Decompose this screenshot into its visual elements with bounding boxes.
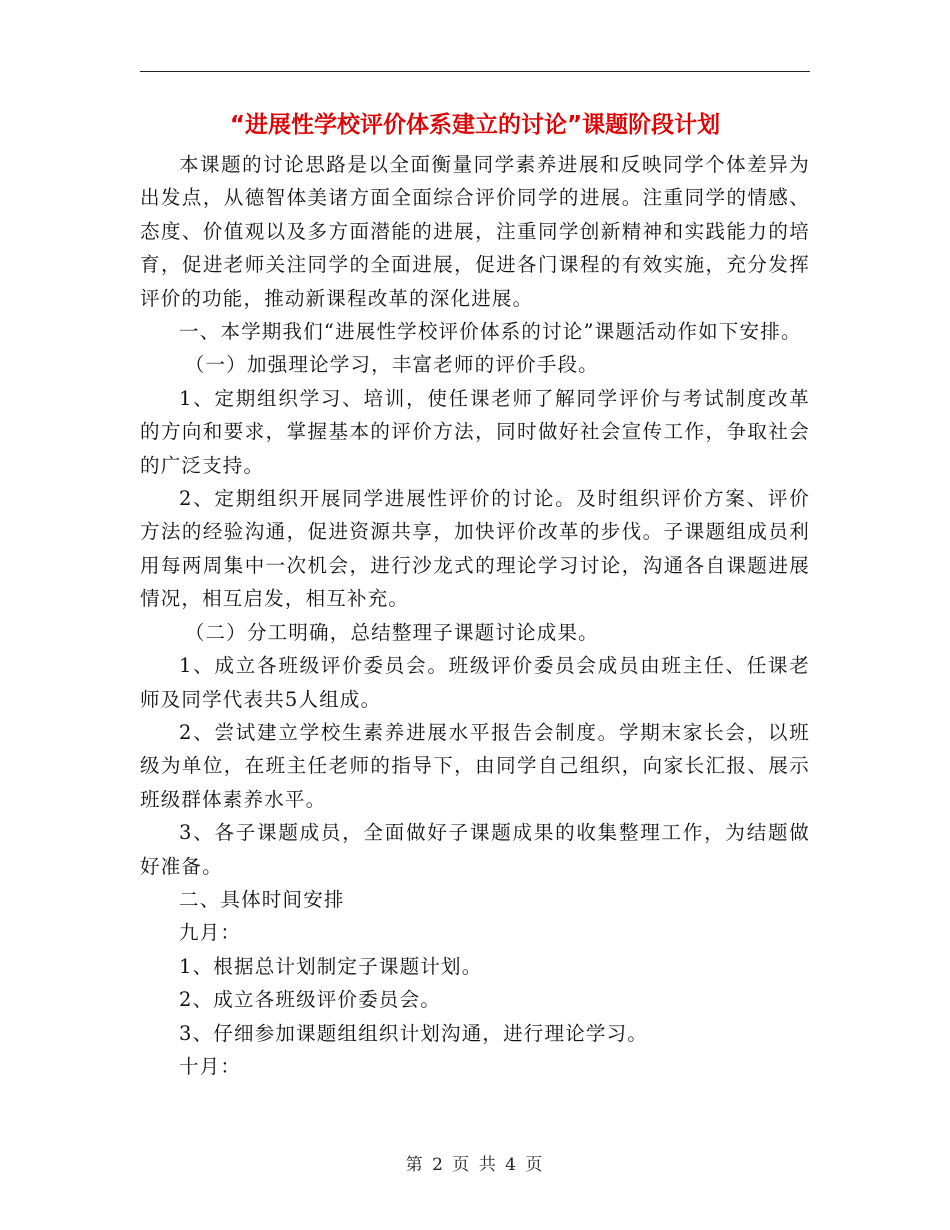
paragraph-item-1-1: 1、定期组织学习、培训，使任课老师了解同学评价与考试制度改革的方向和要求，掌握基本的评价方法，同时做好社会宣传工作，争取社会的广泛支持。: [140, 386, 810, 477]
paragraph-section-2: 二、具体时间安排: [179, 887, 345, 911]
paragraph-september-item-3: 3、仔细参加课题组组织计划沟通，进行理论学习。: [179, 1021, 649, 1045]
paragraph-month-september: 九月：: [179, 921, 242, 945]
paragraph-subsection-1: （一）加强理论学习，丰富老师的评价手段。: [184, 353, 599, 377]
header-rule: [140, 71, 810, 72]
document-title: “进展性学校评价体系建立的讨论”课题阶段计划: [229, 112, 721, 138]
page-number-footer: 第 2 页 共 4 页: [405, 1155, 545, 1175]
paragraph-item-2-3: 3、各子课题成员，全面做好子课题成果的收集整理工作，为结题做好准备。: [140, 821, 810, 878]
paragraph-intro: 本课题的讨论思路是以全面衡量同学素养进展和反映同学个体差异为出发点，从德智体美诸方面全面综合评价同学的进展。注重同学的情感、态度、价值观以及多方面潜能的进展，注重同学创新精神和实践能力的培育，促进老师关注同学的全面进展，促进各门课程的有效实施，充分发挥评价的功能，推动新课程改革的深化进展。: [140, 153, 810, 310]
paragraph-item-2-1: 1、成立各班级评价委员会。班级评价委员会成员由班主任、任课老师及同学代表共5人组成。: [140, 654, 810, 711]
paragraph-item-2-2: 2、尝试建立学校生素养进展水平报告会制度。学期末家长会，以班级为单位，在班主任老师的指导下，由同学自己组织，向家长汇报、展示班级群体素养水平。: [140, 720, 810, 811]
paragraph-september-item-2: 2、成立各班级评价委员会。: [179, 988, 442, 1012]
paragraph-subsection-2: （二）分工明确，总结整理子课题讨论成果。: [184, 620, 599, 644]
paragraph-month-october: 十月：: [179, 1054, 242, 1078]
paragraph-item-1-2: 2、定期组织开展同学进展性评价的讨论。及时组织评价方案、评价方法的经验沟通，促进资源共享，加快评价改革的步伐。子课题组成员利用每两周集中一次机会，进行沙龙式的理论学习讨论，沟通各自课题进展情况，相互启发，相互补充。: [140, 487, 810, 611]
paragraph-september-item-1: 1、根据总计划制定子课题计划。: [179, 954, 483, 978]
document-body: [140, 148, 810, 1083]
paragraph-section-1: 一、本学期我们“进展性学校评价体系的讨论”课题活动作如下安排。: [179, 320, 802, 344]
